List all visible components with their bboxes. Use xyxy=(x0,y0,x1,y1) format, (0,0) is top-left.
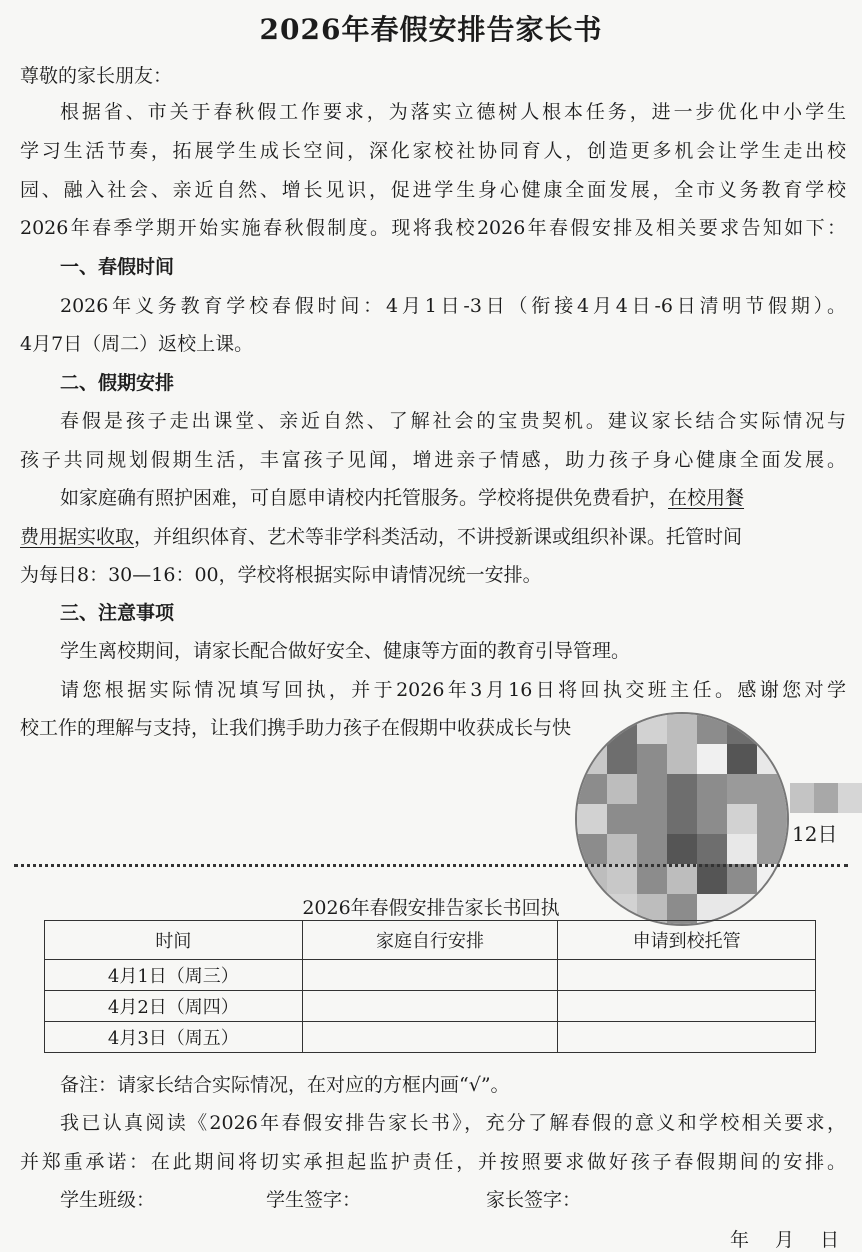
section1-line-2: 4月7日（周二）返校上课。 xyxy=(20,333,254,355)
home-checkbox-cell[interactable] xyxy=(302,1022,558,1053)
meal-fee-underline-a: 在校用餐 xyxy=(668,487,745,509)
mosaic-tile xyxy=(727,804,757,834)
mosaic-tile xyxy=(838,783,862,813)
header-time: 时间 xyxy=(45,921,303,960)
school-checkbox-cell[interactable] xyxy=(558,991,816,1022)
mosaic-tile xyxy=(607,804,637,834)
mosaic-tile xyxy=(757,774,787,804)
mosaic-tile xyxy=(727,714,757,744)
intro-line-4: 2026年春季学期开始实施春秋假制度。现将我校2026年春假安排及相关要求告知如下： xyxy=(20,217,846,239)
pledge-line-1: 我已认真阅读《2026年春假安排告家长书》，充分了解春假的意义和学校相关要求， xyxy=(60,1112,846,1134)
section3-line-2: 请您根据实际情况填写回执，并于2026年3月16日将回执交班主任。感谢您对学 xyxy=(60,679,846,701)
greeting: 尊敬的家长朋友： xyxy=(20,65,173,87)
mosaic-tile xyxy=(727,744,757,774)
section1-line-1: 2026年义务教育学校春假时间：4月1日-3日（衔接4月4日-6日清明节假期）。 xyxy=(60,295,846,317)
mosaic-tile xyxy=(607,774,637,804)
mosaic-tile xyxy=(727,864,757,894)
school-checkbox-cell[interactable] xyxy=(558,960,816,991)
mosaic-tile xyxy=(697,864,727,894)
row-date: 4月2日（周四） xyxy=(45,991,303,1022)
section2-line-4 xyxy=(20,525,742,549)
mosaic-tile xyxy=(577,864,607,894)
school-checkbox-cell[interactable] xyxy=(558,1022,816,1053)
section-heading-notes: 三、注意事项 xyxy=(60,602,175,624)
mosaic-tile xyxy=(667,804,697,834)
mosaic-tile xyxy=(727,774,757,804)
section-heading-arrangement: 二、假期安排 xyxy=(60,372,175,394)
mosaic-tile xyxy=(667,834,697,864)
intro-line-2: 学习生活节奏，拓展学生成长空间，深化家校社协同育人，创造更多机会让学生走出校 xyxy=(20,140,846,162)
parent-sign-label: 家长签字： xyxy=(486,1189,582,1211)
mosaic-tile xyxy=(697,744,727,774)
mosaic-tile xyxy=(697,804,727,834)
receipt-title: 2026年春假安排告家长书回执 xyxy=(302,897,560,919)
mosaic-tile xyxy=(607,864,637,894)
intro-line-1: 根据省、市关于春秋假工作要求，为落实立德树人根本任务，进一步优化中小学生 xyxy=(60,101,846,123)
mosaic-tile xyxy=(697,714,727,744)
mosaic-tile xyxy=(577,714,607,744)
mosaic-tile xyxy=(607,834,637,864)
row-date: 4月1日（周三） xyxy=(45,960,303,991)
mosaic-tile xyxy=(607,714,637,744)
mosaic-tile xyxy=(607,744,637,774)
header-school-care: 申请到校托管 xyxy=(558,921,816,960)
section2-line-2: 孩子共同规划假期生活，丰富孩子见闻，增进亲子情感，助力孩子身心健康全面发展。 xyxy=(20,449,846,471)
mosaic-tile xyxy=(637,744,667,774)
class-label: 学生班级： xyxy=(60,1189,156,1211)
section2-line-3-text: 如家庭确有照护困难，可自愿申请校内托管服务。学校将提供免费看护， xyxy=(60,487,669,509)
mosaic-tile xyxy=(637,774,667,804)
table-row xyxy=(45,991,816,1022)
mosaic-tile xyxy=(667,714,697,744)
mosaic-tile xyxy=(814,783,838,813)
section3-line-1: 学生离校期间，请家长配合做好安全、健康等方面的教育引导管理。 xyxy=(60,640,631,662)
mosaic-tile xyxy=(637,714,667,744)
mosaic-tile xyxy=(637,834,667,864)
mosaic-tile xyxy=(667,744,697,774)
receipt-table xyxy=(44,920,816,1053)
mosaic-tile xyxy=(757,834,787,864)
section3-line-3: 校工作的理解与支持，让我们携手助力孩子在假期中收获成长与快 xyxy=(20,717,572,739)
meal-fee-underline-b: 费用据实收取 xyxy=(20,526,135,548)
mosaic-tile xyxy=(757,714,787,744)
mosaic-tile xyxy=(667,774,697,804)
section-heading-time: 一、春假时间 xyxy=(60,256,175,278)
header-home-arrangement: 家庭自行安排 xyxy=(302,921,558,960)
row-date: 4月3日（周五） xyxy=(45,1022,303,1053)
mosaic-tile xyxy=(637,804,667,834)
home-checkbox-cell[interactable] xyxy=(302,991,558,1022)
date-line: 年 月 日 xyxy=(730,1229,850,1251)
mosaic-tile xyxy=(727,834,757,864)
pledge-line-2: 并郑重承诺：在此期间将切实承担起监护责任，并按照要求做好孩子春假期间的安排。 xyxy=(20,1151,846,1173)
date-fragment: 12日 xyxy=(792,822,838,846)
section2-line-3 xyxy=(60,486,744,510)
table-row xyxy=(45,960,816,991)
page-title: 2026年春假安排告家长书 xyxy=(259,13,603,46)
mosaic-tile xyxy=(757,804,787,834)
section2-line-4-text: ，并组织体育、艺术等非学科类活动，不讲授新课或组织补课。托管时间 xyxy=(134,526,743,548)
mosaic-tile xyxy=(757,744,787,774)
intro-line-3: 园、融入社会、亲近自然、增长见识，促进学生身心健康全面发展，全市义务教育学校 xyxy=(20,179,846,201)
table-row xyxy=(45,1022,816,1053)
mosaic-tile xyxy=(697,774,727,804)
receipt-note: 备注：请家长结合实际情况，在对应的方框内画“√”。 xyxy=(60,1074,510,1096)
blurred-text-strip xyxy=(790,783,862,813)
cut-line xyxy=(14,864,848,867)
receipt-header-row xyxy=(45,921,816,960)
section2-line-1: 春假是孩子走出课堂、亲近自然、了解社会的宝贵契机。建议家长结合实际情况与 xyxy=(60,410,846,432)
mosaic-tile xyxy=(637,864,667,894)
mosaic-tile xyxy=(757,864,787,894)
mosaic-tile xyxy=(577,774,607,804)
mosaic-tile xyxy=(577,804,607,834)
mosaic-tile xyxy=(667,864,697,894)
mosaic-tile xyxy=(697,834,727,864)
student-sign-label: 学生签字： xyxy=(266,1189,362,1211)
section2-line-5: 为每日8：30—16：00，学校将根据实际申请情况统一安排。 xyxy=(20,564,542,586)
mosaic-tile xyxy=(577,744,607,774)
home-checkbox-cell[interactable] xyxy=(302,960,558,991)
mosaic-tile xyxy=(790,783,814,813)
mosaic-tile xyxy=(577,834,607,864)
